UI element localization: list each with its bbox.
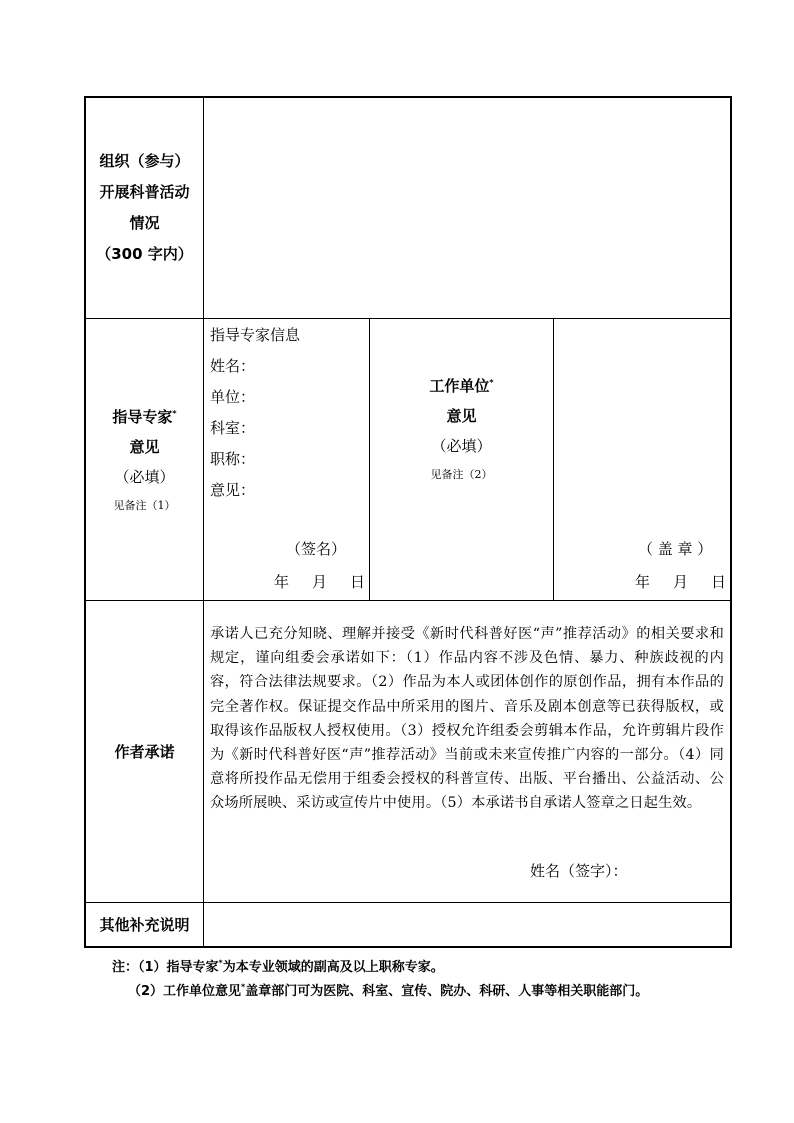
asterisk-mark: * xyxy=(172,408,177,418)
activity-label-line: 开展科普活动 xyxy=(99,183,190,201)
footnote-1 xyxy=(112,956,444,975)
application-form-table xyxy=(84,96,732,948)
pledge-label: 作者承诺 xyxy=(114,742,175,761)
expert-note-ref: 见备注（1） xyxy=(113,498,176,512)
activity-label-line: 情况 xyxy=(129,214,160,232)
unit-date: 年 月 日 xyxy=(635,573,731,591)
activity-input-area[interactable] xyxy=(204,98,730,318)
footnote-2-prefix: （2）工作单位意见 xyxy=(128,984,242,999)
unit-label-title: 工作单位 xyxy=(429,376,490,395)
unit-required: （必填） xyxy=(431,436,492,455)
expert-field-opinion[interactable]: 意见： xyxy=(210,481,256,499)
asterisk-mark: * xyxy=(241,982,246,992)
expert-field-title[interactable]: 职称： xyxy=(210,450,256,468)
expert-field-name[interactable]: 姓名： xyxy=(210,357,256,375)
footnote-1-text: 为本专业领域的副高及以上职称专家。 xyxy=(222,960,444,975)
expert-label xyxy=(86,318,203,600)
unit-label-sub: 意见 xyxy=(446,406,477,425)
expert-field-unit[interactable]: 单位： xyxy=(210,388,256,406)
unit-note-ref: 见备注（2） xyxy=(430,467,493,481)
unit-seal: （ 盖 章 ） xyxy=(638,540,713,558)
expert-info-block xyxy=(210,320,368,506)
expert-label-sub: 意见 xyxy=(129,437,160,456)
expert-date: 年 月 日 xyxy=(274,573,370,591)
unit-label xyxy=(370,318,553,518)
footnote-2 xyxy=(128,980,648,999)
expert-field-dept[interactable]: 科室： xyxy=(210,419,256,437)
asterisk-mark: * xyxy=(489,377,494,387)
pledge-signature[interactable]: 姓名（签字）： xyxy=(530,862,628,880)
pledge-text: 承诺人已充分知晓、理解并接受《新时代科普好医“声”推荐活动》的相关要求和规定，谨向组委会承诺如下：（1）作品内容不涉及色情、暴力、种族歧视的内容，符合法律法规要求。（2）作品为本人或团体创作的原创作品，拥有本作品的完全著作权。保证提交作品中所采用的图片、音乐及剧本创意等已获得版权，或取得该作品版权人授权使用。（3）授权允许组委会剪辑本作品，允许剪辑片段作为《新时代科普好医“声”推荐活动》当前或未来宣传推广内容的一部分。（4）同意将所投作品无偿用于组委会授权的科普宣传、出版、平台播出、公益活动、公众场所展映、采访或宣传片中使用。（5）本承诺书自承诺人签章之日起生效。 xyxy=(210,626,724,812)
asterisk-mark: * xyxy=(218,958,223,968)
activity-label-line: 组织（参与） xyxy=(99,152,190,170)
expert-required: （必填） xyxy=(114,467,175,486)
expert-info-header: 指导专家信息 xyxy=(210,326,301,344)
activity-label-line: （300 字内） xyxy=(96,245,193,263)
expert-signature: （签名） xyxy=(286,540,347,558)
footnote-2-text: 盖章部门可为医院、科室、宣传、院办、科研、人事等相关职能部门。 xyxy=(245,984,649,999)
other-label: 其他补充说明 xyxy=(99,915,190,934)
footnote-1-prefix: 注：（1）指导专家 xyxy=(112,960,219,975)
other-input-area[interactable] xyxy=(204,903,730,946)
activity-label xyxy=(86,98,203,318)
expert-label-title: 指导专家 xyxy=(112,407,173,426)
